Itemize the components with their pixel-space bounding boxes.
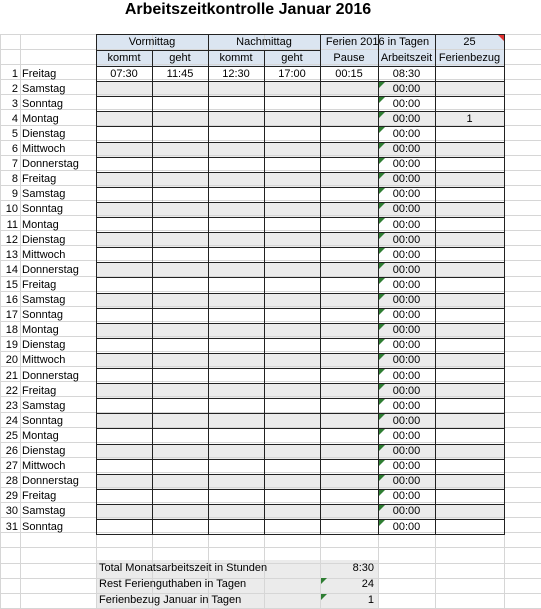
day-name: Donnerstag [22,369,79,382]
error-marker [379,309,385,315]
error-marker [379,414,385,420]
error-marker [379,143,385,149]
cell-arbeitszeit: 00:00 [392,354,421,367]
cell-arbeitszeit: 00:00 [392,82,421,95]
header-geht: geht [281,52,303,64]
cell-arbeitszeit: 00:00 [392,188,421,201]
error-marker [379,248,385,254]
cell-arbeitszeit: 00:00 [392,158,421,171]
error-marker [379,384,385,390]
cell-pause[interactable]: 00:15 [335,67,363,80]
cell-border [96,187,505,188]
day-name: Samstag [22,505,66,518]
cell-arbeitszeit: 08:30 [392,67,421,80]
row-number: 10 [5,203,18,216]
cell-border [96,277,505,278]
error-marker [379,429,385,435]
cell-border [96,534,505,535]
cell-border [96,247,505,248]
row-number: 20 [5,354,18,367]
day-name: Samstag [22,188,66,201]
day-name: Freitag [22,278,57,291]
cell-arbeitszeit: 00:00 [392,520,421,533]
summary-value: 1 [367,594,374,606]
error-marker [379,339,385,345]
row-number: 27 [5,460,18,473]
cell-ferienbezug[interactable]: 1 [466,112,473,125]
row-number: 14 [5,263,18,276]
error-marker [379,505,385,511]
day-name: Sonntag [22,309,63,322]
cell-border [96,262,505,263]
summary-label: Total Monatsarbeitszeit in Stunden [99,562,268,574]
cell-border [96,338,505,339]
cell-arbeitszeit: 00:00 [392,490,421,503]
error-marker [321,594,327,600]
row-number: 23 [5,399,18,412]
day-name: Dienstag [22,233,66,246]
header-vormittag: Vormittag [128,36,176,48]
gridline [20,34,21,608]
day-name: Donnerstag [22,263,79,276]
cell-border [96,353,505,354]
error-marker [379,188,385,194]
cell-arbeitszeit: 00:00 [392,429,421,442]
day-name: Dienstag [22,339,66,352]
row-number: 6 [11,143,18,155]
cell-arbeitszeit: 00:00 [392,445,421,457]
row-number: 1 [11,67,18,80]
row-number: 28 [5,475,18,488]
row-number: 9 [11,188,18,201]
day-name: Samstag [22,294,66,306]
summary-value: 24 [361,578,374,590]
cell-arbeitszeit: 00:00 [392,384,421,397]
day-name: Montag [22,429,59,442]
cell-border [504,34,505,534]
error-marker [379,112,385,118]
error-marker [379,233,385,239]
cell-arbeitszeit: 00:00 [392,112,421,125]
day-name: Dienstag [22,127,66,140]
error-marker [379,127,385,133]
cell-kommt-nachmittag[interactable]: 12:30 [222,67,250,80]
row-number: 24 [5,414,18,427]
cell-kommt-vormittag[interactable]: 07:30 [110,67,138,80]
cell-border [435,34,436,534]
header-pause: Pause [333,52,365,64]
row-number: 4 [11,112,18,125]
row-number: 15 [5,278,18,291]
row-number: 8 [11,173,18,186]
cell-border [96,444,505,445]
header-kommt: kommt [219,52,253,64]
cell-arbeitszeit: 00:00 [392,505,421,518]
error-marker [379,173,385,179]
cell-border [96,172,505,173]
cell-geht-nachmittag[interactable]: 17:00 [278,67,306,80]
day-name: Freitag [22,490,57,503]
day-name: Freitag [22,173,57,186]
header-ferienbezug: Ferienbezug [438,52,501,64]
cell-border [96,323,505,324]
cell-border [96,519,505,520]
cell-border [208,34,209,534]
row-number: 30 [5,505,18,518]
summary-label: Ferienbezug Januar in Tagen [99,594,242,606]
row-number: 22 [5,384,18,397]
cell-border [96,459,505,460]
cell-border [96,293,505,294]
row-number: 19 [5,339,18,352]
sheet-title: Arbeitszeitkontrolle Januar 2016 [124,1,372,18]
row-number: 3 [11,97,18,110]
row-number: 11 [6,218,18,231]
cell-border [96,504,505,505]
row-number: 17 [5,309,18,322]
cell-arbeitszeit: 00:00 [392,460,421,473]
day-name: Donnerstag [22,158,79,171]
cell-border [152,50,153,534]
error-marker [379,475,385,481]
cell-border [96,368,505,369]
cell-arbeitszeit: 00:00 [392,414,421,427]
error-marker [379,158,385,164]
day-name: Mittwoch [22,460,66,473]
day-name: Freitag [22,384,57,397]
error-marker [379,294,385,300]
error-marker [379,97,385,103]
day-name: Sonntag [22,520,63,533]
row-number: 7 [11,158,18,171]
error-marker [379,324,385,330]
cell-arbeitszeit: 00:00 [392,263,421,276]
day-name: Freitag [22,67,57,80]
day-name: Mittwoch [22,143,66,155]
comment-marker [498,35,504,41]
day-name: Sonntag [22,203,63,216]
error-marker [379,82,385,88]
error-marker [379,203,385,209]
row-number: 12 [5,233,18,246]
day-name: Mittwoch [22,354,66,367]
cell-arbeitszeit: 00:00 [392,475,421,488]
cell-arbeitszeit: 00:00 [392,143,421,155]
error-marker [379,399,385,405]
cell-arbeitszeit: 00:00 [392,127,421,140]
cell-arbeitszeit: 00:00 [392,233,421,246]
cell-border [96,157,505,158]
header-geht: geht [169,52,191,64]
row-number: 2 [11,82,18,95]
day-name: Dienstag [22,445,66,457]
row-number: 25 [5,429,18,442]
cell-border [96,142,505,143]
error-marker [379,520,385,526]
cell-border [96,308,505,309]
day-name: Donnerstag [22,475,79,488]
gridline [0,547,541,548]
cell-arbeitszeit: 00:00 [392,97,421,110]
day-name: Samstag [22,82,66,95]
header-nachmittag: Nachmittag [236,36,292,48]
day-name: Sonntag [22,414,63,427]
cell-border [96,489,505,490]
day-name: Montag [22,218,59,231]
cell-arbeitszeit: 00:00 [392,203,421,216]
error-marker [379,354,385,360]
cell-border [96,202,505,203]
header-arbeitszeit: Arbeitszeit [380,52,433,64]
summary-value: 8:30 [352,562,374,574]
cell-border [96,398,505,399]
row-number: 13 [5,248,18,261]
row-number: 16 [5,294,18,306]
header-ferien-value: 25 [463,36,476,48]
header-kommt: kommt [107,52,141,64]
error-marker [379,278,385,284]
row-number: 21 [5,369,18,382]
cell-arbeitszeit: 00:00 [392,218,421,231]
cell-border [96,34,97,534]
cell-border [320,34,321,534]
cell-border [96,383,505,384]
day-name: Samstag [22,399,66,412]
day-name: Montag [22,324,59,337]
cell-arbeitszeit: 00:00 [392,173,421,186]
error-marker [379,460,385,466]
error-marker [321,578,327,584]
row-number: 5 [11,127,18,140]
cell-arbeitszeit: 00:00 [392,248,421,261]
row-number: 31 [5,520,18,533]
row-number: 26 [5,445,18,457]
error-marker [379,218,385,224]
cell-border [96,413,505,414]
cell-geht-vormittag[interactable]: 11:45 [166,67,194,80]
cell-arbeitszeit: 00:00 [392,369,421,382]
cell-arbeitszeit: 00:00 [392,294,421,306]
day-name: Mittwoch [22,248,66,261]
row-number: 29 [5,490,18,503]
error-marker [379,490,385,496]
summary-label: Rest Ferienguthaben in Tagen [99,578,247,590]
row-number: 18 [5,324,18,337]
cell-border [264,50,265,534]
cell-border [96,428,505,429]
cell-border [96,232,505,233]
cell-border [96,217,505,218]
cell-arbeitszeit: 00:00 [392,309,421,322]
error-marker [379,369,385,375]
cell-border [96,96,505,97]
day-name: Sonntag [22,97,63,110]
error-marker [379,445,385,451]
cell-arbeitszeit: 00:00 [392,278,421,291]
error-marker [379,263,385,269]
cell-arbeitszeit: 00:00 [392,399,421,412]
day-name: Montag [22,112,59,125]
cell-border [96,474,505,475]
header-ferien-label: Ferien 2016 in Tagen [325,36,430,48]
cell-arbeitszeit: 00:00 [392,324,421,337]
cell-arbeitszeit: 00:00 [392,339,421,352]
